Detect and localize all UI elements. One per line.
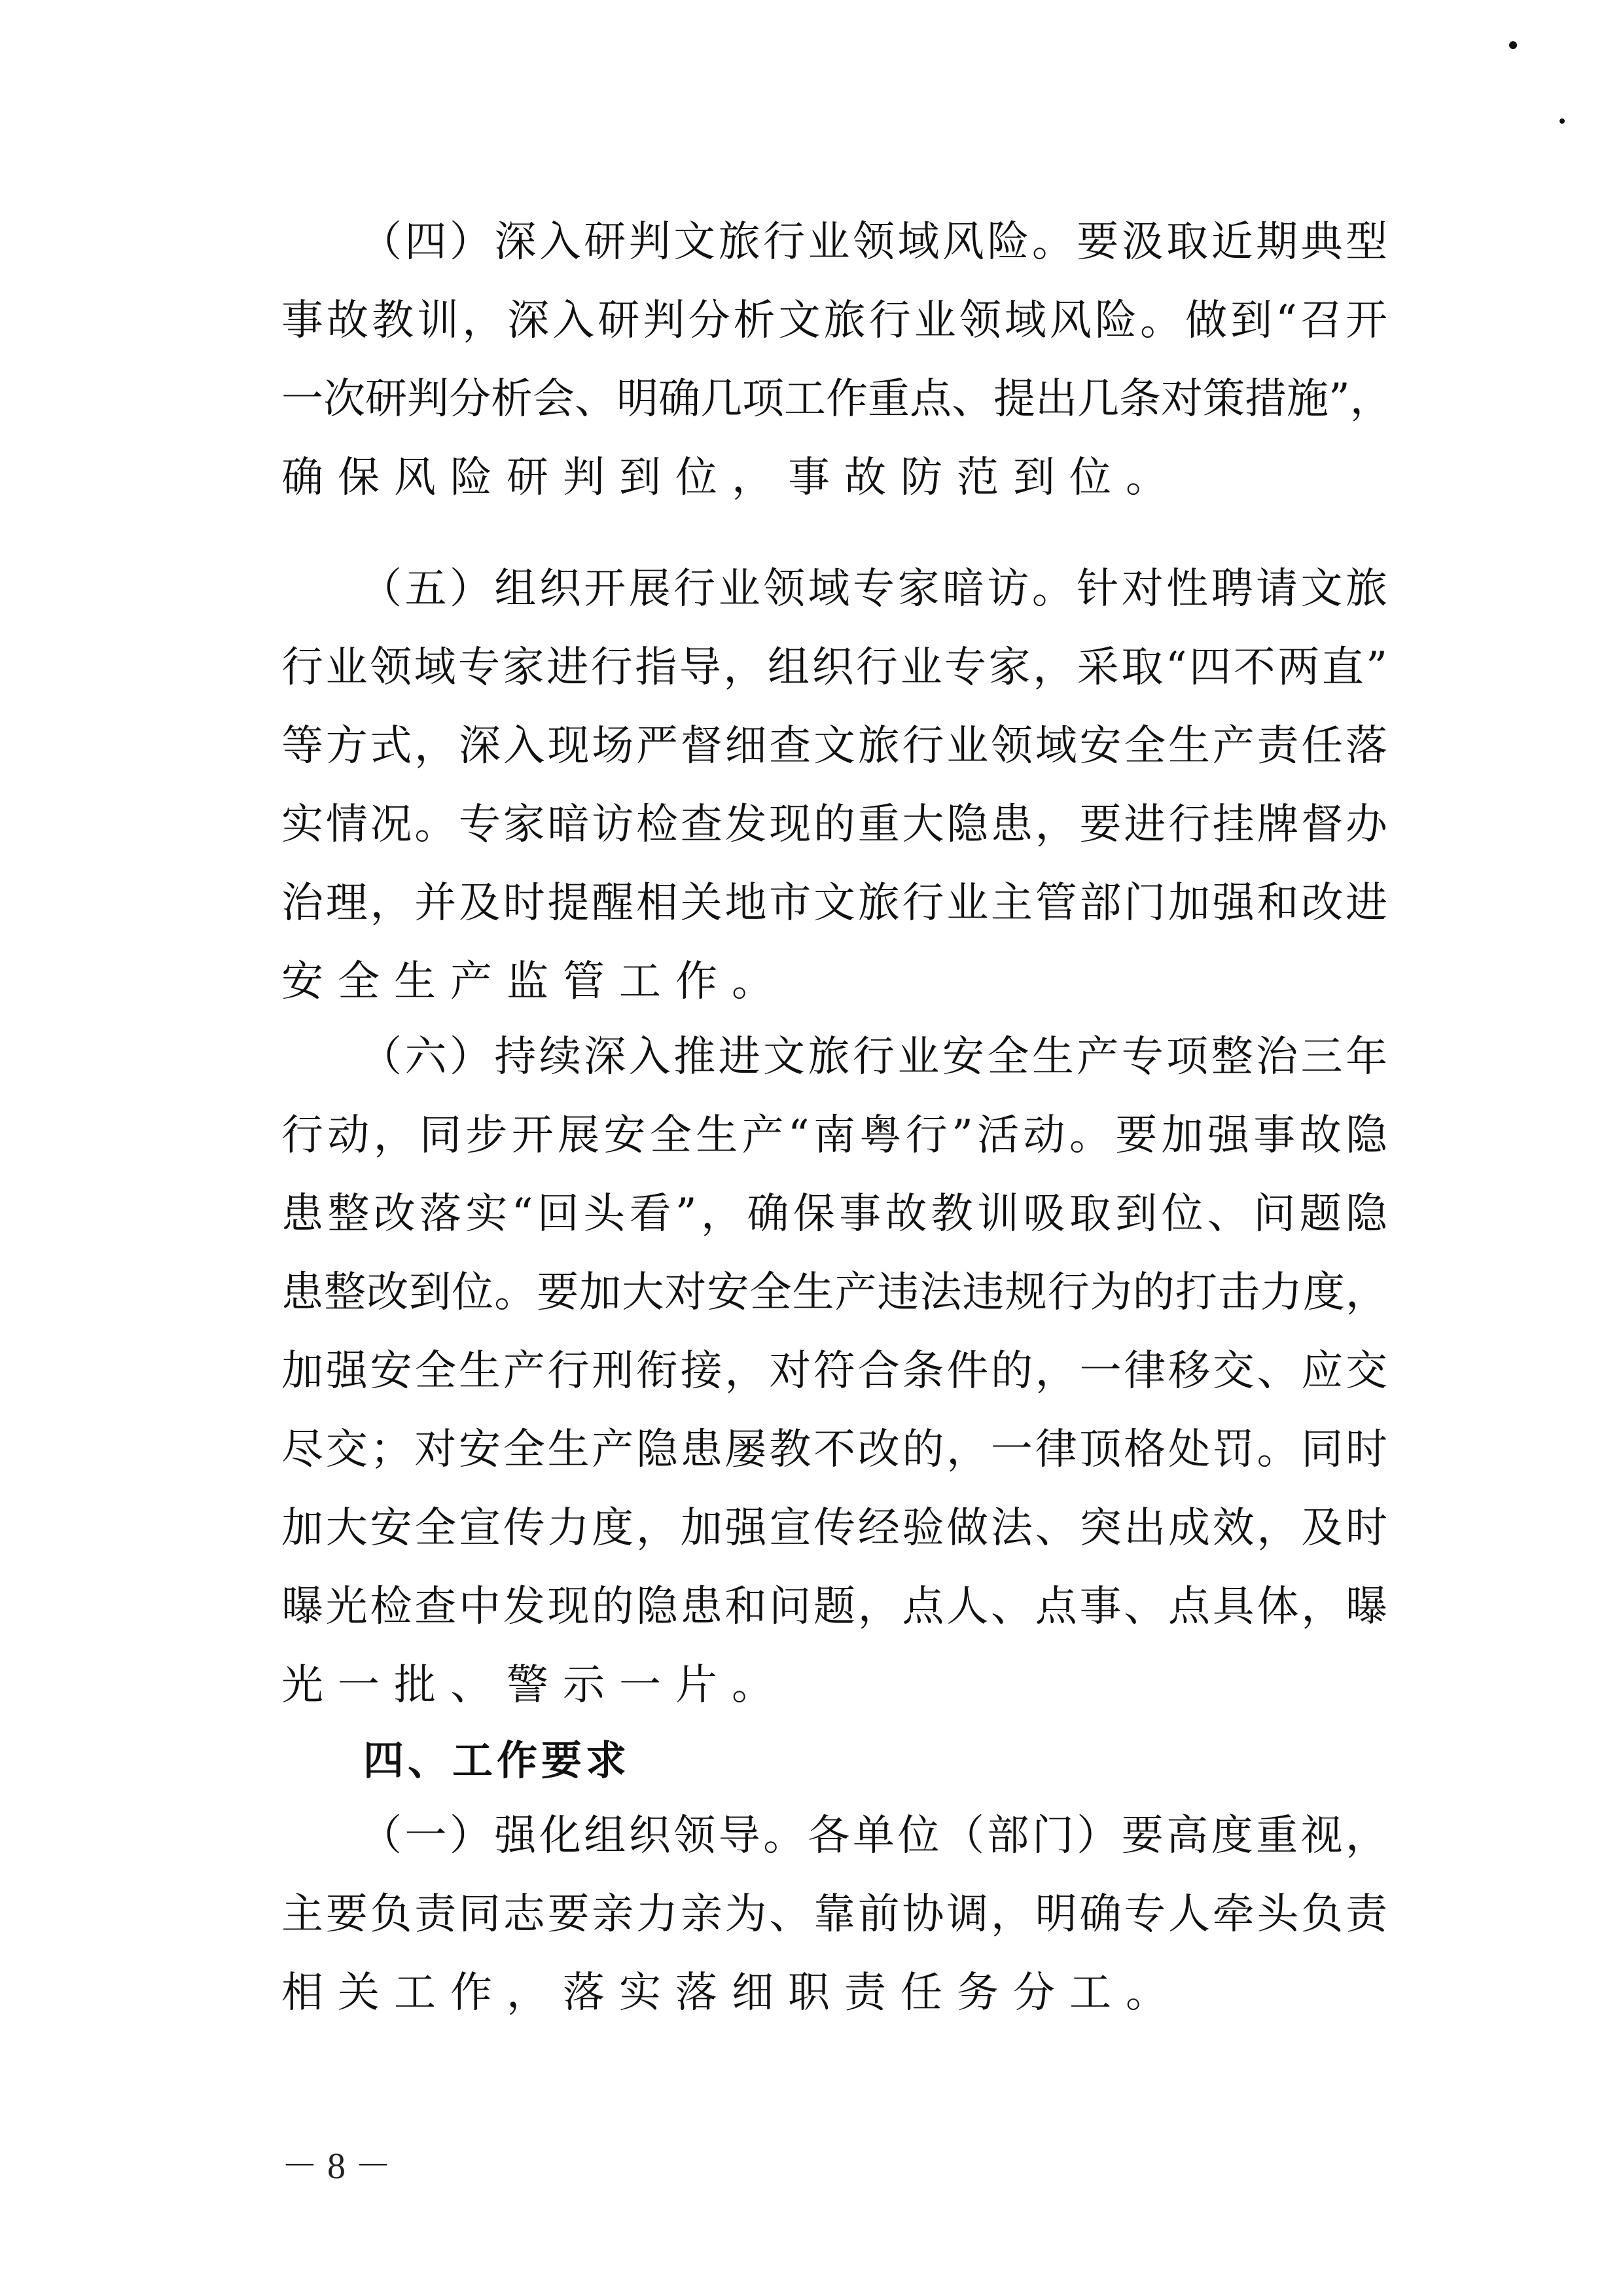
paragraph-line: 行业领域专家进行指导，组织行业专家，采取“四不两直”	[281, 643, 1387, 692]
paragraph-line: 相关工作，落实落细职责任务分工。	[281, 1969, 1182, 2017]
paragraph-line: 主要负责同志要亲力亲为、靠前协调，明确专人牵头负责	[281, 1890, 1387, 1939]
paragraph-line: 行动，同步开展安全生产“南粤行”活动。要加强事故隐	[281, 1111, 1387, 1160]
paragraph-line: 患整改到位。要加大对安全生产违法违规行为的打击力度，	[281, 1268, 1387, 1317]
paragraph-line: （一）强化组织领导。各单位（部门）要高度重视，	[360, 1812, 1387, 1860]
paragraph-line: 加强安全生产行刑衔接，对符合条件的，一律移交、应交	[281, 1347, 1387, 1395]
paragraph-line: （六）持续深入推进文旅行业安全生产专项整治三年	[360, 1033, 1387, 1081]
paragraph-line: 患整改落实“回头看”，确保事故教训吸取到位、问题隐	[281, 1190, 1387, 1238]
paragraph-line: 安全生产监管工作。	[281, 958, 788, 1006]
paragraph-line: （五）组织开展行业领域专家暗访。针对性聘请文旅	[360, 565, 1387, 613]
scan-speck	[1509, 41, 1517, 49]
page-number: － 8 －	[281, 2146, 391, 2187]
paragraph-line: 确保风险研判到位，事故防范到位。	[281, 454, 1182, 502]
paragraph-line: 等方式，深入现场严督细查文旅行业领域安全生产责任落	[281, 722, 1387, 770]
paragraph-line: 实情况。专家暗访检查发现的重大隐患，要进行挂牌督办	[281, 800, 1387, 849]
paragraph-line: 尽交；对安全生产隐患屡教不改的，一律顶格处罚。同时	[281, 1426, 1387, 1474]
paragraph-line: 光一批、警示一片。	[281, 1661, 788, 1710]
paragraph-line: 加大安全宣传力度，加强宣传经验做法、突出成效，及时	[281, 1504, 1387, 1552]
paragraph-line: 事故教训，深入研判分析文旅行业领域风险。做到“召开	[281, 296, 1387, 345]
section-heading: 四、工作要求	[363, 1736, 631, 1784]
scan-speck	[1560, 118, 1565, 124]
paragraph-line: 一次研判分析会、明确几项工作重点、提出几条对策措施”，	[281, 375, 1392, 423]
paragraph-line: 曝光检查中发现的隐患和问题，点人、点事、点具体，曝	[281, 1583, 1387, 1631]
paragraph-line: （四）深入研判文旅行业领域风险。要汲取近期典型	[360, 218, 1387, 266]
paragraph-line: 治理，并及时提醒相关地市文旅行业主管部门加强和改进	[281, 879, 1387, 927]
